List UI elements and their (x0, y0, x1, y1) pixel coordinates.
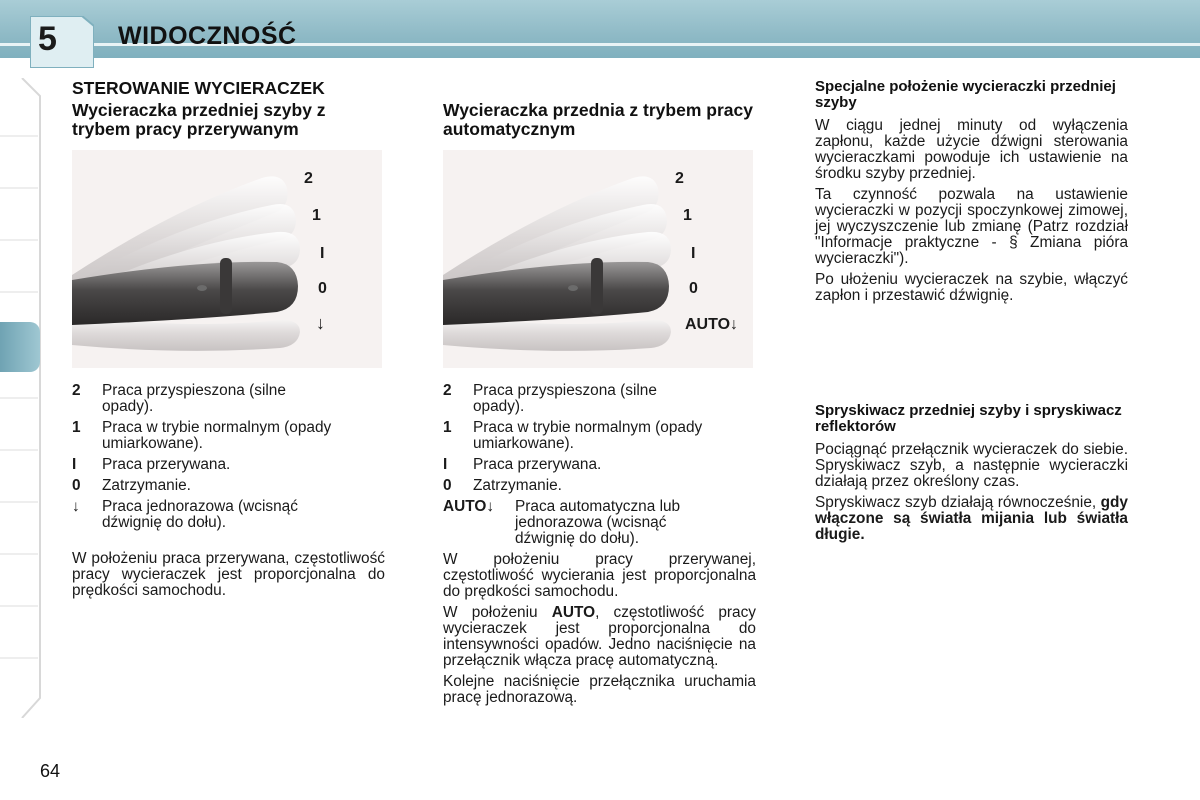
page-title: WIDOCZNOŚĆ (118, 22, 297, 50)
position-label-2: 2 (675, 170, 684, 187)
list-item: 1 Praca w trybie normalnym (opady umiarkowane). (72, 419, 332, 452)
wiper-stalk-illustration (72, 150, 382, 368)
column-automatic (443, 101, 763, 139)
list-item: ↓ Praca jednorazowa (wcisnąć dźwignię do dołu). (72, 498, 298, 531)
active-chapter-tab (0, 322, 40, 372)
position-label-1: 1 (312, 207, 321, 224)
position-label-down: ↓ (316, 313, 325, 333)
position-label-0: 0 (318, 280, 327, 297)
washer-paragraph-1: Pociągnąć przełącznik wycieraczek do siebie. Spryskiwacz szyb, a następnie wycieraczki działają przez określony czas. (815, 441, 1128, 490)
positions-list-automatic (443, 383, 758, 711)
position-label-auto: AUTO↓ (685, 316, 739, 333)
section-title: STEROWANIE WYCIERACZEK (72, 78, 325, 98)
list-item: I Praca przerywana. (72, 456, 231, 473)
wiper-stalk-illustration (443, 150, 753, 368)
list-item: AUTO↓ Praca automatyczna lub jednorazowa (wcisnąć dźwignię do dołu). (443, 498, 681, 547)
wiper-stalk-diagram-automatic (443, 150, 753, 368)
chapter-number: 5 (38, 20, 57, 58)
special-position-title: Specjalne położenie wycieraczki przedniej szyby (815, 78, 1116, 111)
list-item: I Praca przerywana. (443, 456, 602, 473)
special-position-paragraph-1: W ciągu jednej minuty od wyłączenia zapłonu, każde użycie dźwigni sterowania wycieraczkami powoduje ich ustawienie na środku szyby przedniej. (815, 117, 1128, 182)
washer-paragraph-2: Spryskiwacz szyb działają równocześnie, gdy włączone są światła mijania lub światła długie. (815, 494, 1128, 543)
list-item: 0 Zatrzymanie. (72, 477, 191, 494)
positions-list-intermittent (72, 382, 385, 604)
position-label-1: 1 (683, 207, 692, 224)
subtitle-automatic: Wycieraczka przednia z trybem pracy automatycznym (443, 100, 753, 139)
position-label-intermittent: I (320, 245, 325, 262)
list-item: 0 Zatrzymanie. (443, 477, 562, 494)
subtitle-intermittent: Wycieraczka przedniej szyby z trybem pracy przerywanym (72, 100, 326, 139)
list-item: 1 Praca w trybie normalnym (opady umiarkowane). (443, 419, 703, 452)
special-position-paragraph-2: Ta czynność pozwala na ustawienie wycieraczki w pozycji spoczynkowej zimowej, jej wyczyszczenie lub zmianę (Patrz rozdział "Informacje praktyczne - § Zmiana pióra wycieraczki"). (815, 186, 1128, 267)
automatic-paragraph-3: Kolejne naciśnięcie przełącznika uruchamia pracę jednorazową. (443, 673, 756, 706)
position-label-2: 2 (304, 170, 313, 187)
washer-title: Spryskiwacz przedniej szyby i spryskiwacz reflektorów (815, 402, 1122, 435)
wiper-stalk-diagram-intermittent (72, 150, 382, 368)
column-intermittent (72, 78, 387, 139)
column-washer (815, 403, 1128, 548)
page-number: 64 (40, 761, 61, 781)
list-item: 2 Praca przyspieszona (silne opady). (72, 382, 286, 415)
position-label-intermittent: I (691, 245, 696, 262)
special-position-paragraph-3: Po ułożeniu wycieraczek na szybie, włączyć zapłon i przestawić dźwignię. (815, 271, 1128, 304)
side-chapter-rail (0, 78, 42, 718)
automatic-paragraph-1: W położeniu pracy przerywanej, częstotliwość wycierania jest proporcjonalna do prędkości samochodu. (443, 551, 756, 600)
column-special-position (815, 79, 1128, 309)
intermittent-paragraph: W położeniu praca przerywana, częstotliwość pracy wycieraczek jest proporcjonalna do prędkości samochodu. (72, 550, 385, 599)
automatic-paragraph-2: W położeniu AUTO, częstotliwość pracy wycieraczek jest proporcjonalna do intensywności opadów. Jedno naciśnięcie na przełącznik włącza pracę automatyczną. (443, 604, 756, 669)
list-item: 2 Praca przyspieszona (silne opady). (443, 382, 657, 415)
position-label-0: 0 (689, 280, 698, 297)
